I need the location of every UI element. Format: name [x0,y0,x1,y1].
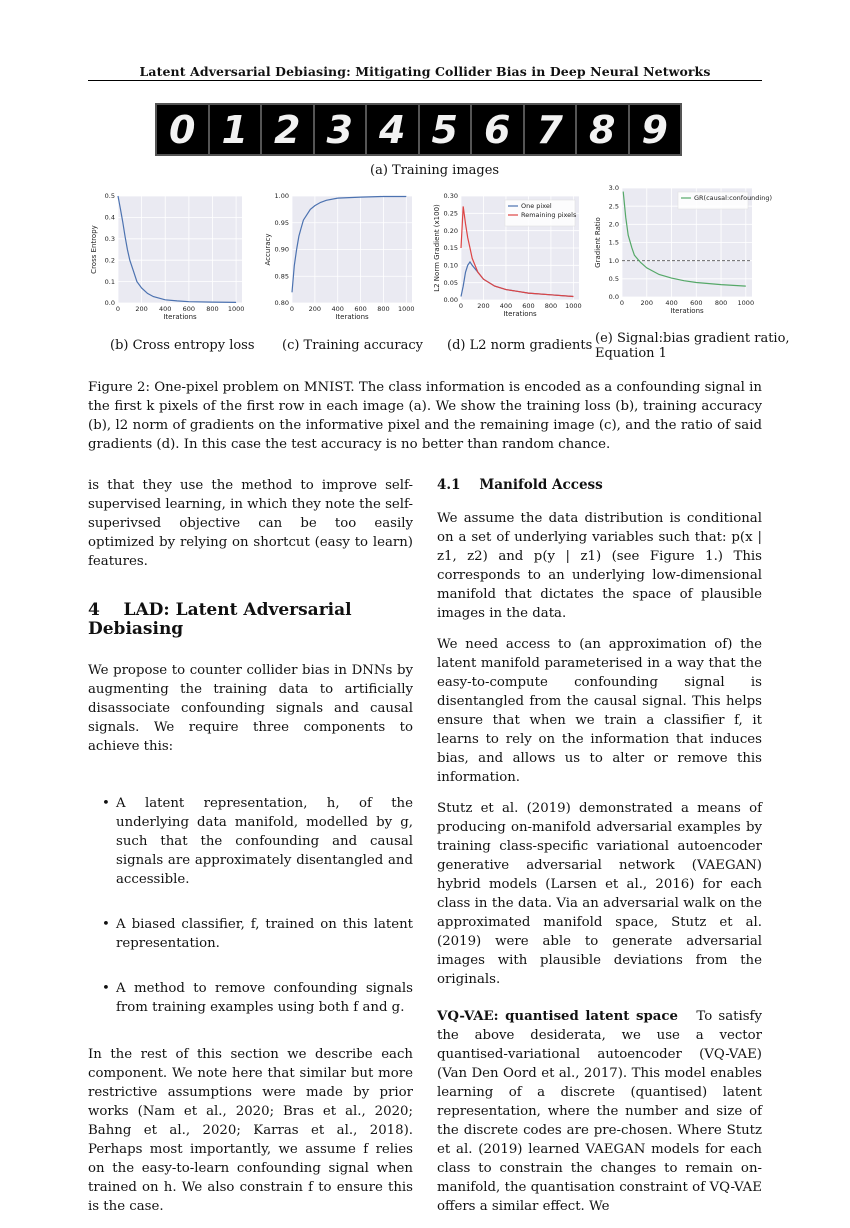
x-tick-label: 200 [308,305,322,313]
digit-tile [315,105,366,154]
right-column [437,476,762,1228]
subcaption-d: (d) L2 norm gradients [447,338,593,353]
y-axis-label: Gradient Ratio [594,217,602,268]
paragraph-vqvae [437,1007,762,1216]
figure-caption: Figure 2: One-pixel problem on MNIST. The class information is encoded as a confounding signal in the first k pixels of the first row in each image (a). We show the training loss (b), training accuracy (b), l2 norm of gradients on the informative pixel and the remaining image (c), and the ratio of said gradients (d). In this case the test accuracy is no better than random chance. [88,380,762,452]
plot-gradient-ratio [590,180,773,328]
digit-tile [210,105,261,154]
digit-tile [262,105,313,154]
y-tick-label: 1.0 [608,256,619,265]
list-item: • A method to remove confounding signals from training examples using both f and g. [116,979,413,1017]
digit-tile [472,105,523,154]
y-tick-label: 3.0 [608,184,619,193]
digit-glyph: 3 [326,107,353,152]
header-rule [88,80,762,81]
y-tick-label: 0.85 [274,272,289,281]
subcaption-e-line1: (e) Signal:bias gradient ratio, [595,331,790,346]
y-tick-label: 0.95 [274,218,289,227]
digit-tile [157,105,208,154]
x-tick-label: 800 [206,305,219,313]
y-tick-label: 0.25 [443,209,458,218]
x-tick-label: 0 [115,305,121,313]
x-tick-label: 800 [377,305,390,313]
y-tick-label: 0.2 [104,256,115,265]
y-tick-label: 0.05 [443,278,458,287]
closing-paragraph: In the rest of this section we describe each component. We note here that similar but more restrictive assumptions were made by prior works (Nam et al., 2020; Bras et al., 2020; Bahng et al., 2020; Karras et al., 2018). Perhaps most importantly, we assume f relies on the easy-to-learn confounding signal when trained on h. We also constrain f to ensure this is the case. [88,1047,413,1214]
x-tick-label: 1000 [227,305,245,313]
x-tick-label: 400 [499,302,513,310]
paragraph-heading: VQ-VAE: quantised latent space [437,1009,678,1024]
plot-training-accuracy [258,188,423,328]
requirements-list [88,794,413,1017]
y-tick-label: 0.0 [608,293,619,302]
digit-glyph: 5 [431,107,458,152]
x-tick-label: 200 [477,302,490,310]
list-item: • A biased classifier, f, trained on this latent representation. [116,915,413,953]
digit-glyph: 8 [589,107,616,152]
x-tick-label: 0 [458,302,464,310]
plot-cross-entropy [86,188,251,328]
subsection-number: 4.1 [437,477,461,493]
digit-tile [525,105,576,154]
x-tick-label: 200 [135,305,148,313]
legend-label: One pixel [521,202,552,210]
section-heading [88,601,413,639]
y-tick-label: 0.10 [443,261,458,270]
y-tick-label: 1.5 [608,238,619,247]
y-tick-label: 0.0 [104,299,115,308]
subcaption-e [595,331,790,361]
x-tick-label: 600 [690,299,703,307]
subcaption-e-line2: Equation 1 [595,346,667,361]
y-axis-label: Accuracy [264,233,272,266]
paragraph: We need access to (an approximation of) the latent manifold parameterised in a way that the easy-to-compute confounding signal is disentangled from the causal signal. This helps ensure that when we train a classifier f, it learns to rely on the information that induces bias, and allows us to alter or remove this information. [437,637,762,785]
x-tick-label: 600 [522,302,535,310]
y-tick-label: 0.30 [443,192,458,201]
list-item: • A latent representation, h, of the underlying data manifold, modelled by g, such that the confounding and causal signals are approximately disentangled and accessible. [116,794,413,889]
subcaption-b: (b) Cross entropy loss [110,338,255,353]
x-tick-label: 1000 [737,299,755,307]
plot-area [118,196,242,303]
x-tick-label: 800 [544,302,558,310]
plot-l2-norm-gradients [423,188,588,328]
paragraph: We assume the data distribution is conditional on a set of underlying variables such that: p(x | z1, z2) and p(y | z1) (see Figure 1.) This corresponds to an underlying low-dimensional manifold that dictates the space of plausible images in the data. [437,511,762,621]
x-axis-label: Iterations [670,307,704,315]
digit-glyph: 1 [221,107,248,152]
paragraph-body: To satisfy the above desiderata, we use a vector quantised-variational autoencoder (VQ-VAE) (Van Den Oord et al., 2017). This model enables learning of a discrete (quantised) latent representation, where the number and size of the discrete codes are pre-chosen. Where Stutz et al. (2019) learned VAEGAN models for each class to constrain the changes to remain on-manifold, the quantisation constraint of VQ-VAE offers a similar effect. We [437,1009,762,1214]
x-tick-label: 600 [182,305,196,313]
y-axis-label: L2 Norm Gradient (x100) [433,204,441,292]
section-number: 4 [88,600,100,620]
x-tick-label: 1000 [565,302,582,310]
legend-label: Remaining pixels [521,211,577,219]
x-axis-label: Iterations [503,310,537,318]
y-tick-label: 0.4 [104,213,115,222]
y-axis-label: Cross Entropy [90,225,98,274]
digit-glyph: 7 [536,107,563,152]
x-tick-label: 0 [289,305,295,313]
x-tick-label: 600 [354,305,367,313]
digit-tile [630,105,681,154]
intro-paragraph: is that they use the method to improve self-supervised learning, in which they note the self-superivsed objective can be too easily optimized by relying on shortcut (easy to learn) features. [88,478,413,569]
x-axis-label: Iterations [335,313,369,321]
x-tick-label: 0 [619,299,625,307]
x-tick-label: 800 [714,299,728,307]
section-intro: We propose to counter collider bias in DNNs by augmenting the training data to artificially disassociate confounding signals and causal signals. We require three components to achieve this: [88,663,413,754]
x-tick-label: 400 [665,299,678,307]
digit-glyph: 2 [274,107,301,152]
running-title: Latent Adversarial Debiasing: Mitigating Collider Bias in Deep Neural Networks [139,64,711,79]
x-tick-label: 400 [159,305,172,313]
x-axis-label: Iterations [163,313,197,321]
y-tick-label: 1.00 [274,192,289,201]
paragraph: Stutz et al. (2019) demonstrated a means of producing on-manifold adversarial examples by training class-specific variational autoencoder generative adversarial network (VAEGAN) hybrid models (Larsen et al., 2016) for each class in the data. Via an adversarial walk on the approximated manifold space, Stutz et al. (2019) were able to generate adversarial images with plausible deviations from the originals. [437,801,762,987]
legend-label: GR(causal:confounding) [694,194,773,202]
y-tick-label: 0.1 [104,277,115,286]
subsection-heading [437,476,762,495]
digit-tile [420,105,471,154]
y-tick-label: 0.15 [443,244,458,253]
x-tick-label: 1000 [398,305,415,313]
y-tick-label: 2.0 [608,220,619,229]
subcaption-a: (a) Training images [370,163,500,178]
y-tick-label: 2.5 [608,202,619,211]
subsection-title: Manifold Access [479,477,603,493]
digit-glyph: 4 [379,107,406,152]
digit-glyph: 9 [641,107,668,152]
digit-glyph: 6 [484,107,511,152]
training-images-strip [155,103,682,156]
digit-tile [577,105,628,154]
subcaption-c: (c) Training accuracy [282,338,423,353]
y-tick-label: 0.00 [443,296,458,305]
y-tick-label: 0.5 [104,192,115,201]
x-tick-label: 400 [331,305,344,313]
y-tick-label: 0.5 [608,275,619,284]
digit-tile [367,105,418,154]
y-tick-label: 0.90 [274,245,289,254]
left-column [88,476,413,1228]
x-tick-label: 200 [640,299,653,307]
y-tick-label: 0.20 [443,226,458,235]
section-title: LAD: Latent Adversarial Debiasing [88,600,352,639]
y-tick-label: 0.80 [274,299,289,308]
y-tick-label: 0.3 [104,235,115,243]
digit-glyph: 0 [169,107,196,152]
